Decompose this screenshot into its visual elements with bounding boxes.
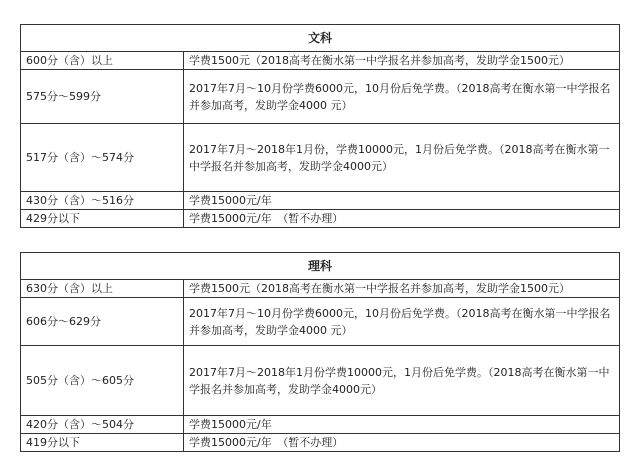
table-row: [21, 346, 620, 416]
score-range: 600分（含）以上: [21, 52, 184, 70]
fee-description: 学费15000元/年 （暂不办理）: [184, 434, 620, 452]
score-range: 420分（含）～504分: [21, 416, 184, 434]
score-range: 575分～599分: [21, 70, 184, 124]
table-row: [21, 192, 620, 210]
score-range: 419分以下: [21, 434, 184, 452]
table-row: [21, 298, 620, 346]
score-range: 429分以下: [21, 210, 184, 228]
fee-description: 学费15000元/年: [184, 416, 620, 434]
score-range: 430分（含）～516分: [21, 192, 184, 210]
table-row: [21, 210, 620, 228]
table-title: 文科: [21, 25, 620, 52]
score-range: 517分（含）～574分: [21, 124, 184, 192]
table-row: [21, 124, 620, 192]
fee-description: 2017年7月～2018年1月份学费10000元，1月份后免学费。（2018高考在衡水第一中学报名并参加高考，发助学金4000元）: [184, 346, 620, 416]
table-title: 理科: [21, 253, 620, 280]
table-row: [21, 434, 620, 452]
score-range: 606分～629分: [21, 298, 184, 346]
table-header-row: [21, 253, 620, 280]
fee-table-liberal-arts: [20, 24, 620, 228]
fee-description: 2017年7月～10月份学费6000元，10月份后免学费。（2018高考在衡水第一中学报名并参加高考，发助学金4000 元）: [184, 298, 620, 346]
fee-description: 2017年7月～10月份学费6000元，10月份后免学费。（2018高考在衡水第一中学报名并参加高考，发助学金4000 元）: [184, 70, 620, 124]
table-header-row: [21, 25, 620, 52]
table-row: [21, 280, 620, 298]
fee-description: 学费1500元（2018高考在衡水第一中学报名并参加高考，发助学金1500元）: [184, 52, 620, 70]
fee-description: 学费1500元（2018高考在衡水第一中学报名并参加高考，发助学金1500元）: [184, 280, 620, 298]
score-range: 505分（含）～605分: [21, 346, 184, 416]
fee-description: 学费15000元/年: [184, 192, 620, 210]
table-row: [21, 52, 620, 70]
table-row: [21, 416, 620, 434]
fee-description: 学费15000元/年 （暂不办理）: [184, 210, 620, 228]
fee-description: 2017年7月～2018年1月份，学费10000元，1月份后免学费。（2018高考在衡水第一中学报名并参加高考，发助学金4000元）: [184, 124, 620, 192]
table-row: [21, 70, 620, 124]
score-range: 630分（含）以上: [21, 280, 184, 298]
fee-table-science: [20, 252, 620, 452]
